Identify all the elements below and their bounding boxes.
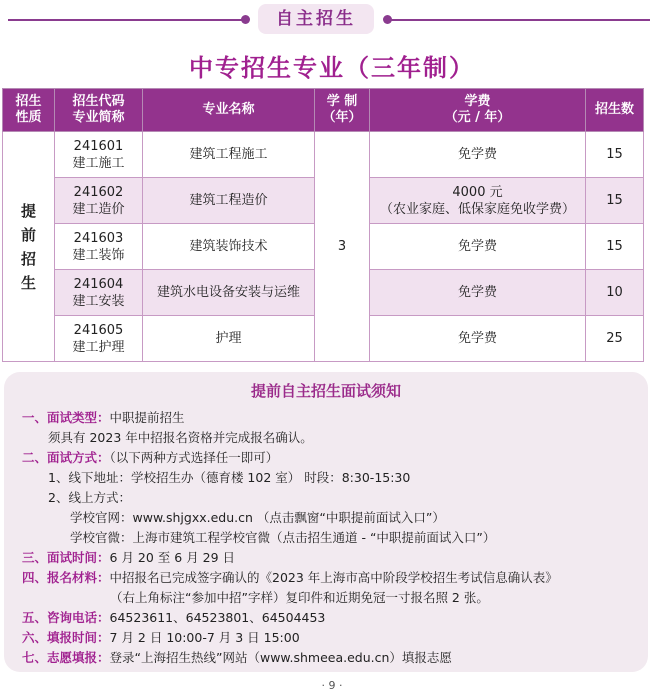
- notice-wechat: 学校官微：上海市建筑工程学校官微（点击招生通道 - “中职提前面试入口”）: [70, 530, 496, 545]
- notice-offline: 1、线下地址：学校招生办（德育楼 102 室） 时段：8:30-15:30: [48, 470, 411, 485]
- count-cell: 15: [586, 178, 644, 224]
- code-cell: 241605 建工护理: [55, 316, 143, 362]
- header-count: 招生数: [586, 89, 644, 132]
- notice-item-fill-time: 六、填报时间：7 月 2 日 10:00-7 月 3 日 15:00: [22, 630, 300, 645]
- section-banner: [0, 0, 664, 38]
- program-name-cell: 建筑水电设备安装与运维: [143, 270, 315, 316]
- notice-materials-cont: （右上角标注“参加中招”字样）复印件和近期免冠一寸报名照 2 张。: [110, 590, 489, 605]
- header-name: 专业名称: [143, 89, 315, 132]
- notice-online: 2、线上方式：: [48, 490, 131, 505]
- fee-cell: 免学费: [370, 224, 586, 270]
- page-title: 中专招生专业（三年制）: [189, 54, 475, 82]
- years-cell: 3: [315, 132, 370, 362]
- banner-dot-left: [241, 15, 250, 24]
- page-number: · 9 ·: [321, 679, 343, 692]
- code-cell: 241603 建工装饰: [55, 224, 143, 270]
- notice-item-wish: 七、志愿填报：登录“上海招生热线”网站（www.shmeea.edu.cn）填报志愿: [22, 650, 452, 665]
- notice-item-time: 三、面试时间：6 月 20 至 6 月 29 日: [22, 550, 236, 565]
- notice-item-method: 二、面试方式：（以下两种方式选择任一即可）: [22, 450, 279, 465]
- fee-cell: 免学费: [370, 316, 586, 362]
- fee-cell: 4000 元 （农业家庭、低保家庭免收学费）: [370, 178, 586, 224]
- nature-cell: 提 前 招 生: [3, 132, 55, 362]
- program-name-cell: 建筑装饰技术: [143, 224, 315, 270]
- header-code: 招生代码 专业简称: [55, 89, 143, 132]
- count-cell: 25: [586, 316, 644, 362]
- notice-website: 学校官网：www.shjgxx.edu.cn （点击飘窗“中职提前面试入口”）: [70, 510, 445, 525]
- program-name-cell: 建筑工程施工: [143, 132, 315, 178]
- notice-item-phone: 五、咨询电话：64523611、64523801、64504453: [22, 610, 326, 625]
- banner-title: 自主招生: [258, 4, 374, 34]
- table-header-row: [3, 89, 644, 132]
- count-cell: 15: [586, 224, 644, 270]
- count-cell: 10: [586, 270, 644, 316]
- code-cell: 241602 建工造价: [55, 178, 143, 224]
- banner-line-left: [8, 19, 244, 21]
- header-years: 学 制 （年）: [315, 89, 370, 132]
- header-fee: 学费 （元 / 年）: [370, 89, 586, 132]
- code-cell: 241604 建工安装: [55, 270, 143, 316]
- count-cell: 15: [586, 132, 644, 178]
- program-name-cell: 建筑工程造价: [143, 178, 315, 224]
- banner-line-right: [388, 19, 650, 21]
- notice-item-materials: 四、报名材料：中招报名已完成签字确认的《2023 年上海市高中阶段学校招生考试信息确认表》: [22, 570, 558, 585]
- header-nature: 招生 性质: [3, 89, 55, 132]
- code-cell: 241601 建工施工: [55, 132, 143, 178]
- notice-title: 提前自主招生面试须知: [250, 382, 401, 400]
- table-row: [3, 132, 644, 178]
- fee-cell: 免学费: [370, 270, 586, 316]
- program-name-cell: 护理: [143, 316, 315, 362]
- program-table: [2, 88, 644, 362]
- notice-qualification: 须具有 2023 年中招报名资格并完成报名确认。: [48, 430, 313, 445]
- interview-notice: [4, 372, 648, 672]
- fee-cell: 免学费: [370, 132, 586, 178]
- notice-item-type: 一、面试类型：中职提前招生: [22, 410, 185, 425]
